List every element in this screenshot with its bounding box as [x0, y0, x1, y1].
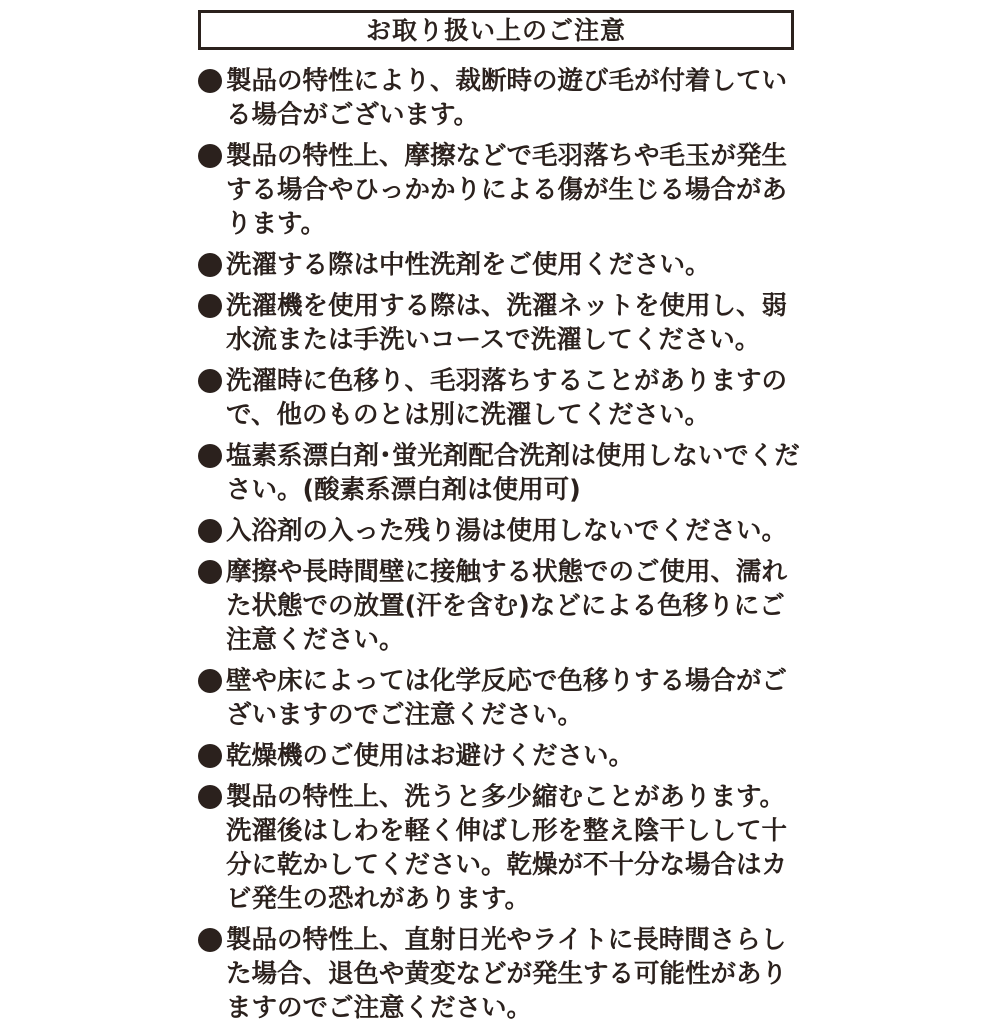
- bullet-icon: [198, 785, 222, 809]
- caution-text: 製品の特性により、裁断時の遊び毛が付着している場合がございます。: [226, 66, 788, 130]
- caution-text: 壁や床によっては化学反応で色移りする場合がございますのでご注意ください。: [226, 666, 788, 730]
- bullet-icon: [198, 294, 222, 318]
- caution-item: [196, 139, 806, 241]
- caution-item: [196, 248, 806, 282]
- caution-item: [196, 439, 806, 507]
- bullet-icon: [198, 519, 222, 543]
- caution-text: 入浴剤の入った残り湯は使用しないでください。: [226, 516, 788, 546]
- caution-text: 製品の特性上、直射日光やライトに長時間さらした場合、退色や黄変などが発生する可能性がありますのでご注意ください。: [226, 925, 788, 1023]
- caution-text: 洗濯時に色移り、毛羽落ちすることがありますので、他のものとは別に洗濯してください。: [226, 366, 788, 430]
- caution-item: [196, 555, 806, 657]
- bullet-icon: [198, 560, 222, 584]
- caution-text: 製品の特性上、洗うと多少縮むことがあります。洗濯後はしわを軽く伸ばし形を整え陰干しして十分に乾かしてください。乾燥が不十分な場合はカビ発生の恐れがあります。: [226, 782, 788, 914]
- caution-item: [196, 664, 806, 732]
- title-box: [198, 10, 794, 50]
- bullet-icon: [198, 69, 222, 93]
- caution-text: 塩素系漂白剤･蛍光剤配合洗剤は使用しないでください。(酸素系漂白剤は使用可): [226, 441, 800, 505]
- caution-item: [196, 780, 806, 916]
- caution-item: [196, 364, 806, 432]
- caution-item: [196, 64, 806, 132]
- bullet-icon: [198, 928, 222, 952]
- bullet-icon: [198, 369, 222, 393]
- caution-list: [196, 64, 806, 1032]
- bullet-icon: [198, 444, 222, 468]
- caution-text: 摩擦や長時間壁に接触する状態でのご使用、濡れた状態での放置(汗を含む)などによる色移りにご注意ください。: [226, 557, 788, 655]
- caution-text: 製品の特性上、摩擦などで毛羽落ちや毛玉が発生する場合やひっかかりによる傷が生じる場合があります。: [226, 141, 788, 239]
- caution-text: 乾燥機のご使用はお避けください。: [226, 741, 635, 771]
- bullet-icon: [198, 144, 222, 168]
- caution-text: 洗濯機を使用する際は、洗濯ネットを使用し、弱水流または手洗いコースで洗濯してください。: [226, 291, 788, 355]
- caution-text: 洗濯する際は中性洗剤をご使用ください。: [226, 250, 711, 280]
- bullet-icon: [198, 253, 222, 277]
- page-title: お取り扱い上のご注意: [365, 15, 626, 45]
- caution-item: [196, 514, 806, 548]
- caution-item: [196, 923, 806, 1025]
- caution-item: [196, 739, 806, 773]
- caution-item: [196, 289, 806, 357]
- bullet-icon: [198, 744, 222, 768]
- bullet-icon: [198, 669, 222, 693]
